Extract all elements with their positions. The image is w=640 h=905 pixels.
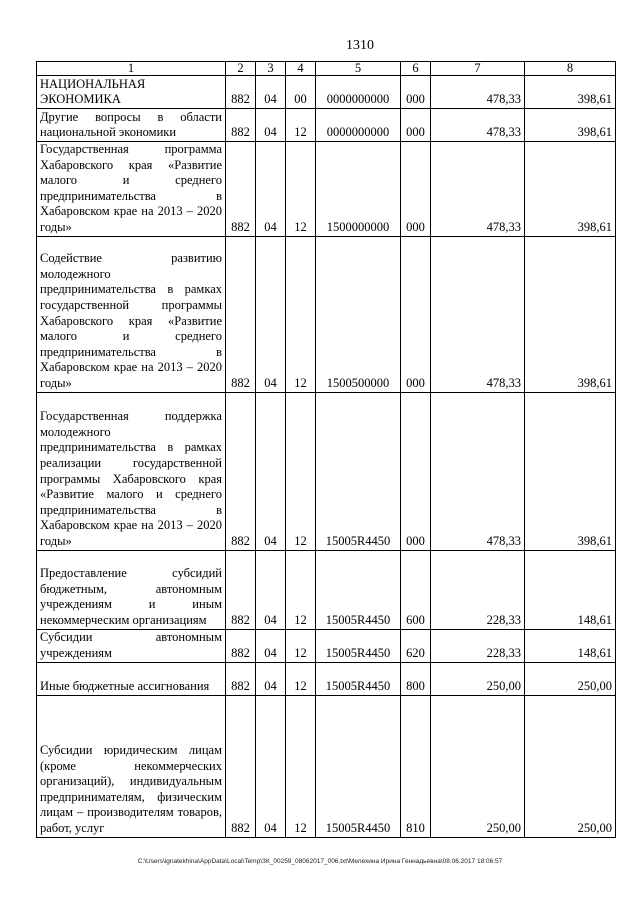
row-name: Государственная программа Хабаровского края «Развитие малого и среднего предпринимательства в Хабаровском крае на 2013 – 2020 годы» bbox=[37, 142, 226, 237]
cell-ministry: 882 bbox=[226, 109, 256, 142]
table-row bbox=[37, 662, 616, 695]
cell-amount-2: 398,61 bbox=[525, 236, 616, 392]
header-col-8: 8 bbox=[525, 62, 616, 76]
cell-ministry: 882 bbox=[226, 629, 256, 662]
header-col-7: 7 bbox=[431, 62, 525, 76]
cell-subsection: 12 bbox=[286, 392, 316, 550]
cell-amount-1: 250,00 bbox=[431, 662, 525, 695]
cell-target-article: 0000000000 bbox=[316, 76, 401, 109]
cell-target-article: 0000000000 bbox=[316, 109, 401, 142]
row-name: Предоставление субсидий бюджетным, автономным учреждениям и иным некоммерческим организациям bbox=[37, 550, 226, 629]
cell-amount-2: 398,61 bbox=[525, 76, 616, 109]
cell-amount-2: 148,61 bbox=[525, 629, 616, 662]
cell-expense-type: 000 bbox=[401, 109, 431, 142]
row-name: Субсидии автономным учреждениям bbox=[37, 629, 226, 662]
cell-subsection: 12 bbox=[286, 109, 316, 142]
table-row bbox=[37, 695, 616, 837]
row-name: НАЦИОНАЛЬНАЯ ЭКОНОМИКА bbox=[37, 76, 226, 109]
file-path-footer: C:\Users\ignatekhina\AppData\Local\Temp\ЗК_00259_08062017_006.txt\Мелехина Ирина Геннадьевна\08.06.2017 18:06:57 bbox=[137, 858, 503, 865]
cell-amount-1: 228,33 bbox=[431, 629, 525, 662]
row-name: Другие вопросы в области национальной экономики bbox=[37, 109, 226, 142]
cell-amount-1: 478,33 bbox=[431, 142, 525, 237]
cell-ministry: 882 bbox=[226, 236, 256, 392]
header-col-5: 5 bbox=[316, 62, 401, 76]
table-row bbox=[37, 109, 616, 142]
table-row bbox=[37, 550, 616, 629]
cell-target-article: 15005R4450 bbox=[316, 662, 401, 695]
table-row bbox=[37, 629, 616, 662]
row-name: Содействие развитию молодежного предпринимательства в рамках государственной программы Хабаровского края «Развитие малого и среднего предпринимательства в Хабаровском крае на 2013 – 2020 годы» bbox=[37, 236, 226, 392]
cell-amount-2: 250,00 bbox=[525, 695, 616, 837]
cell-target-article: 1500000000 bbox=[316, 142, 401, 237]
cell-amount-2: 148,61 bbox=[525, 550, 616, 629]
cell-amount-1: 478,33 bbox=[431, 76, 525, 109]
cell-subsection: 12 bbox=[286, 629, 316, 662]
cell-amount-2: 398,61 bbox=[525, 142, 616, 237]
cell-expense-type: 000 bbox=[401, 142, 431, 237]
cell-expense-type: 600 bbox=[401, 550, 431, 629]
cell-expense-type: 620 bbox=[401, 629, 431, 662]
cell-section: 04 bbox=[256, 392, 286, 550]
cell-ministry: 882 bbox=[226, 142, 256, 237]
cell-ministry: 882 bbox=[226, 695, 256, 837]
cell-section: 04 bbox=[256, 662, 286, 695]
cell-ministry: 882 bbox=[226, 392, 256, 550]
cell-section: 04 bbox=[256, 142, 286, 237]
cell-section: 04 bbox=[256, 629, 286, 662]
cell-target-article: 15005R4450 bbox=[316, 392, 401, 550]
cell-expense-type: 000 bbox=[401, 236, 431, 392]
row-name: Субсидии юридическим лицам (кроме некоммерческих организаций), индивидуальным предпринимателям, физическим лицам – производителям товаров, работ, услуг bbox=[37, 695, 226, 837]
header-row bbox=[37, 62, 616, 76]
cell-subsection: 12 bbox=[286, 662, 316, 695]
cell-amount-1: 250,00 bbox=[431, 695, 525, 837]
row-name: Иные бюджетные ассигнования bbox=[37, 662, 226, 695]
cell-expense-type: 810 bbox=[401, 695, 431, 837]
cell-section: 04 bbox=[256, 236, 286, 392]
cell-expense-type: 800 bbox=[401, 662, 431, 695]
budget-table bbox=[36, 61, 616, 838]
cell-subsection: 12 bbox=[286, 142, 316, 237]
cell-section: 04 bbox=[256, 109, 286, 142]
cell-section: 04 bbox=[256, 76, 286, 109]
header-col-3: 3 bbox=[256, 62, 286, 76]
table-row bbox=[37, 142, 616, 237]
cell-expense-type: 000 bbox=[401, 76, 431, 109]
cell-amount-2: 398,61 bbox=[525, 109, 616, 142]
cell-subsection: 00 bbox=[286, 76, 316, 109]
cell-expense-type: 000 bbox=[401, 392, 431, 550]
table-row bbox=[37, 236, 616, 392]
cell-ministry: 882 bbox=[226, 662, 256, 695]
cell-subsection: 12 bbox=[286, 550, 316, 629]
cell-subsection: 12 bbox=[286, 236, 316, 392]
cell-section: 04 bbox=[256, 550, 286, 629]
cell-amount-2: 250,00 bbox=[525, 662, 616, 695]
cell-amount-1: 478,33 bbox=[431, 236, 525, 392]
header-col-2: 2 bbox=[226, 62, 256, 76]
cell-amount-1: 228,33 bbox=[431, 550, 525, 629]
cell-target-article: 1500500000 bbox=[316, 236, 401, 392]
header-col-1: 1 bbox=[37, 62, 226, 76]
row-name: Государственная поддержка молодежного предпринимательства в рамках реализации государственной программы Хабаровского края «Развитие малого и среднего предпринимательства в Хабаровском крае на 2013 – 2020 годы» bbox=[37, 392, 226, 550]
cell-amount-1: 478,33 bbox=[431, 109, 525, 142]
header-col-4: 4 bbox=[286, 62, 316, 76]
cell-section: 04 bbox=[256, 695, 286, 837]
cell-ministry: 882 bbox=[226, 76, 256, 109]
cell-target-article: 15005R4450 bbox=[316, 695, 401, 837]
cell-amount-1: 478,33 bbox=[431, 392, 525, 550]
cell-amount-2: 398,61 bbox=[525, 392, 616, 550]
cell-subsection: 12 bbox=[286, 695, 316, 837]
header-col-6: 6 bbox=[401, 62, 431, 76]
cell-target-article: 15005R4450 bbox=[316, 550, 401, 629]
table-row bbox=[37, 392, 616, 550]
page-number: 1310 bbox=[346, 38, 374, 53]
table-row bbox=[37, 76, 616, 109]
cell-ministry: 882 bbox=[226, 550, 256, 629]
cell-target-article: 15005R4450 bbox=[316, 629, 401, 662]
